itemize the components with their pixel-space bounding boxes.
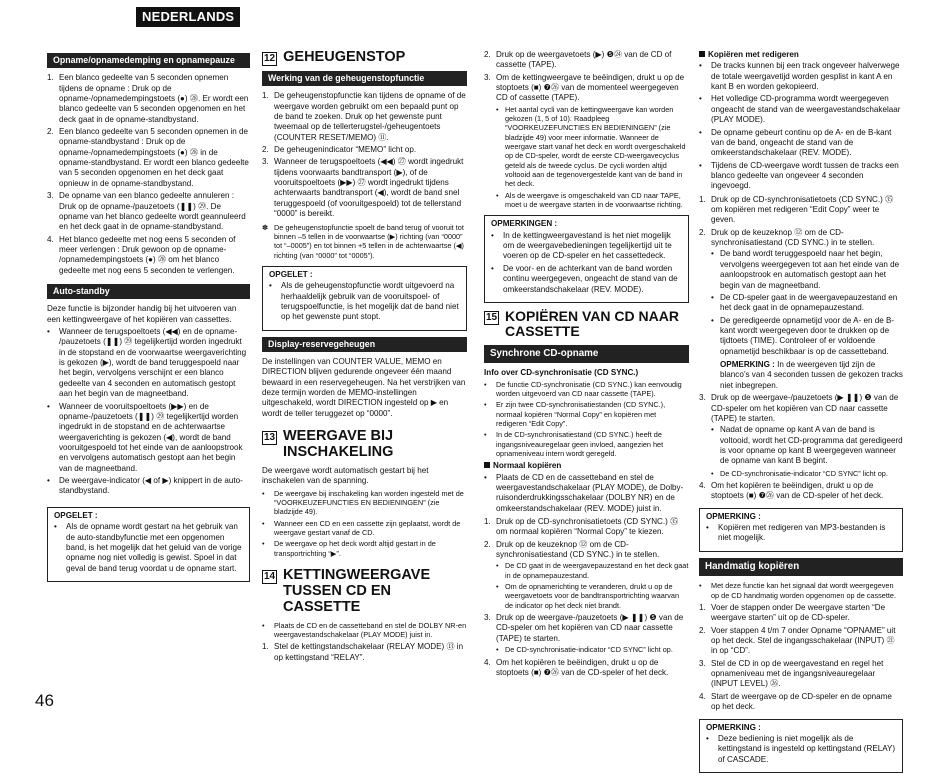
memory-note xyxy=(262,223,467,260)
list-info xyxy=(484,380,689,459)
notes-title: OPMERKINGEN : xyxy=(491,219,558,229)
list-item: • De band wordt teruggespoeld naar het begin, vervolgens weergegeven tot aan het einde van de aanloopstrook en automatisch gestopt aan het begin van de magneetband. xyxy=(711,249,900,290)
section-title-sync: Synchrone CD-opname xyxy=(484,345,689,364)
list-item: 2. Druk op de weergavetoets (▶) ❺㉔ van de CD of cassette (TAPE). xyxy=(484,50,672,70)
list-item: 2. Druk op de keuzeknop ⑫ om de CD-synchronisatiestand (CD SYNC.) in te stellen. • De CD gaat in de weergavepauzestand en het deck gaat in de opnamepauzestand. • Om de opnamerichting te veranderen, drukt u op de weergavetoets voor de bandtransportrichting waarvan de indicator op het deck niet brandt. xyxy=(484,539,689,610)
section-number: 14 xyxy=(264,570,276,582)
list-item: • In de kettingweergavestand is het niet mogelijk om de weergavebedieningen tegelijkertijd uit te voeren op de CD-speler en het cassettedeck. xyxy=(491,230,672,261)
list-item: • Het aantal cycli van de kettingweergave kan worden gekozen (1, 5 of 10). Raadpleeg “VOORKEUZEFUNCTIES EN BEDIENINGEN” (zie bladzijde 49) voor meer informatie. Wanneer de weergave start vanaf het deck en wordt overgeschakeld op de CD-speler, wordt de eerste CD-weergavecyclus geteld als de tweede cyclus. De cycli worden altijd voltooid aan de tegenovergestelde kant van de band in het deck. xyxy=(496,104,686,189)
list-item: • De CD-synchronisatie-indicator “CD SYNC” licht op. xyxy=(711,468,888,478)
list-item: • In de CD-synchronisatiestand (CD SYNC.) heeft de ingangsniveauregelaar geen invloed, aangezien het opnameniveau intern wordt geregeld. xyxy=(484,430,664,458)
list-item: • De CD-synchronisatie-indicator “CD SYNC” licht op. xyxy=(496,645,673,655)
list-item: • Nadat de opname op kant A van de band is voltooid, wordt het CD-programma dat geredigeerd is voor opname op kant B weergegeven wanneer de opname van kant B begint. xyxy=(711,425,903,466)
list-item: • De tracks kunnen bij een track ongeveer halverwege de totale weergavetijd worden gesplist in kant A en kant B en worden gekopieerd. xyxy=(699,61,900,92)
list-normal-bullets xyxy=(484,473,689,514)
list-item: • De CD-speler gaat in de weergavepauzestand en het deck gaat in de opnamepauzestand. xyxy=(711,292,898,313)
list-item: 3. Stel de CD in op de weergavestand en regel het opnameniveau met de ingangsniveauregelaar (INPUT LEVEL) ㉖. xyxy=(699,658,884,689)
note-title: OPMERKING : xyxy=(706,511,761,521)
list-item: 3. De opname van een blanco gedeelte annuleren : Druk op de opname-/pauzetoets (❚❚) ㉙. De opname van het blanco gedeelte wordt geannuleerd en het deck gaat in de opname-standbystand. xyxy=(47,191,246,232)
list-geheugenstop xyxy=(262,91,467,219)
caution-box xyxy=(262,266,467,331)
list-item: 4. Start de weergave op de CD-speler en de opname op het deck. xyxy=(699,691,892,712)
column-1 xyxy=(47,50,250,588)
list-relay-steps xyxy=(484,50,689,209)
list-item: 3. Druk op de weergave-/pauzetoets (▶ ❚❚) ❺ van de CD-speler om het kopiëren van CD naar cassette (TAPE) te starten. • Nadat de opname op kant A van de band is voltooid, wordt het CD-programma dat geredigeerd is voor opname op kant B weergegeven wanneer de opname van kant B begint. • De CD-synchronisatie-indicator “CD SYNC” licht op. xyxy=(699,393,903,478)
list-item: • Met deze functie kan het signaal dat wordt weergegeven op de CD handmatig worden opgenomen op de cassette. xyxy=(699,581,896,600)
section-title-handmatig: Handmatig kopiëren xyxy=(699,558,903,577)
heading-title: GEHEUGENSTOP xyxy=(283,49,406,65)
list-opname-pauze xyxy=(47,73,250,276)
heading-15 xyxy=(484,309,689,340)
note-title: OPMERKING : xyxy=(706,722,761,732)
list-item: 4. Om het kopiëren te beëindigen, drukt u op de stoptoets (■) ❼㉖ van de CD-speler of het deck. xyxy=(699,480,884,501)
heading-12 xyxy=(262,50,467,66)
list-item: 1. Voer de stappen onder De weergave starten “De weergave starten” uit op de CD-speler. xyxy=(699,602,886,623)
list-h14 xyxy=(262,642,467,663)
column-2 xyxy=(262,50,467,666)
list-normal-steps xyxy=(484,517,689,678)
list-item: • Kopiëren met redigeren van MP3-bestanden is niet mogelijk. xyxy=(706,523,886,543)
list-item: 2. Druk op de keuzeknop ⑫ om de CD-synchronisatiestand (CD SYNC.) in te stellen. • De band wordt teruggespoeld naar het begin, vervolgens weergegeven tot aan het einde van de aanloopstrook en automatisch gestopt aan het begin van de magneetband. • De CD-speler gaat in de weergavepauzestand en het deck gaat in de opnamepauzestand. • De geredigeerde opnametijd voor de A- en de B-kant wordt weergegeven door te drukken op de tijdtoets (TIME). Controleer of er voldoende opnametijd beschikbaar is op de cassetteband. OPMERKING : In de weergeven tijd zijn de blanco’s van 4 seconden tussen de gekozen tracks niet inbegrepen. xyxy=(699,227,903,390)
heading-title: KOPIËREN VAN CD NAAR CASSETTE xyxy=(505,307,679,340)
square-bullet-icon xyxy=(699,51,705,57)
caution-title: OPGELET : xyxy=(54,510,98,520)
heading-13 xyxy=(262,429,467,461)
list-item: • Wanneer de vooruitspoeltoets (▶▶) en de opname-/pauzetoets (❚❚) ㉙ tegelijkertijd worden ingedrukt in de stopstand en de achterwaartse weergaverichting is gekozen (◀), wordt de band vooruitgespoeld tot het einde van de aanloopstrook en vervolgens automatisch gestopt aan het begin van de magneetband. xyxy=(47,401,243,473)
list-item: • Tijdens de CD-weergave wordt tussen de tracks een blanco gedeelte van ongeveer 4 seconden ingevoegd. xyxy=(699,160,899,191)
note-box xyxy=(699,508,903,552)
list-item: 1. Druk op de CD-synchronisatietoets (CD SYNC.) ㉟ om normaal kopiëren “Normal Copy” te kiezen. xyxy=(484,517,679,537)
heading-title: KETTINGWEERGAVE TUSSEN CD EN CASSETTE xyxy=(283,566,431,615)
heading-14 xyxy=(262,568,467,616)
list-item: 3. Wanneer de terugspoeltoets (◀◀) ㉗ wordt ingedrukt tijdens voorwaarts bandtransport (▶), of de vooruitspoeltoets (▶▶) ㉗ wordt ingedrukt tijdens achterwaarts bandtransport (◀), wordt de band snel teruggespoeld (of vooruitgespoeld) tot de tellerstand “0000” is bereikt. xyxy=(262,157,464,219)
section-title-geheugenstop: Werking van de geheugenstopfunctie xyxy=(262,71,467,86)
column-4 xyxy=(699,50,903,779)
auto-standby-intro: Deze functie is bijzonder handig bij het uitvoeren van een kettingweergave of het kopiëren van cassettes. xyxy=(47,304,237,324)
list-item: • Plaats de CD en de cassetteband en stel de weergavestandschakelaar (PLAY MODE), de Dolby-ruisonderdrukkingsschakelaar (DOLBY NR) en de omkeerstandschakelaar (REV. MODE) juist in. xyxy=(484,472,684,513)
list-item: 1. Een blanco gedeelte van 5 seconden opnemen tijdens de opname : Druk op de opname-/opnamedempingstoets (●) ㉘. Er wordt een blanco gedeelte van 5 seconden opgenomen en het deck gaat in de opname-standbystand. xyxy=(47,73,249,124)
list-edit-steps xyxy=(699,195,903,502)
list-item: • Als de opname wordt gestart na het gebruik van de auto-standbyfunctie met een opgenomen band, is het mogelijk dat het geluid van de vorige opname nog niet volledig is gewist. Spoel in dat geval de band terug voordat u de opname start. xyxy=(54,522,242,573)
list-item: • De geredigeerde opnametijd voor de A- en de B-kant wordt weergegeven door te drukken op de tijdtoets (TIME). Controleer of er voldoende opnametijd beschikbaar is op de cassetteband. xyxy=(711,315,895,356)
section-title-auto-standby: Auto-standby xyxy=(47,284,250,299)
list-item: • Er zijn twee CD-synchronisatiestanden (CD SYNC.), normaal kopiëren “Normal Copy” en kopiëren met redigeren “Edit Copy”. xyxy=(484,400,666,428)
column-3 xyxy=(484,50,689,681)
note-mark: ✽ xyxy=(262,222,269,232)
list-item: 4. Het blanco gedeelte met nog eens 5 seconden of meer verlengen : Druk gewoon op de opname- /opnamedempingstoets (●) ㉘ om het blanco gedeelte met nog eens 5 seconden te verlengen. xyxy=(47,234,236,275)
list-item: • Om de opnamerichting te veranderen, drukt u op de weergavetoets voor de bandtransportrichting waarvan de indicator op het deck niet brandt. xyxy=(496,582,680,610)
note-box xyxy=(699,719,903,773)
caution-box xyxy=(47,507,250,582)
list-item: • De functie CD-synchronisatie (CD SYNC.) kan eenvoudig worden uitgevoerd van CD naar cassette (TAPE). xyxy=(484,379,682,398)
list-item: • Wanneer de terugspoeltoets (◀◀) en de opname- /pauzetoets (❚❚) ㉙ tegelijkertijd worden ingedrukt in de stopstand en de voorwaartse weergaverichting is gekozen (▶), wordt de band teruggespoeld naar het begin, vervolgens verschijnt er een blanco gedeelte van 4 seconden en automatisch gestopt aan het begin van de magneetband. xyxy=(47,327,247,399)
list-item: • De weergave op het deck wordt altijd gestart in de transportrichting “▶”. xyxy=(262,539,436,558)
list-item: • Deze bediening is niet mogelijk als de kettingstand is ingesteld op kettingstand (RELAY) of CASCADE. xyxy=(706,733,896,764)
list-item: • Het volledige CD-programma wordt weergegeven ongeacht de stand van de weergavestandschakelaar (PLAY MODE). xyxy=(699,94,901,125)
list-h13 xyxy=(262,489,467,558)
info-title: Info over CD-synchronisatie (CD SYNC.) xyxy=(484,368,639,378)
section-number: 13 xyxy=(264,432,276,444)
list-item: 1. Druk op de CD-synchronisatietoets (CD SYNC.) ㉟ om kopiëren met redigeren “Edit Copy” weer te geven. xyxy=(699,194,894,225)
list-h14-bullets xyxy=(262,621,467,640)
list-item: 3. Druk op de weergave-/pauzetoets (▶ ❚❚) ❺ van de CD-speler om het kopiëren van CD naar cassette (TAPE) te starten. • De CD-synchronisatie-indicator “CD SYNC” licht op. xyxy=(484,613,689,654)
list-item: 1. Stel de kettingstandschakelaar (RELAY MODE) ⑬ in op kettingstand “RELAY”. xyxy=(262,642,464,662)
list-item: • De opname gebeurt continu op de A- en de B-kant van de band, ongeacht de stand van de omkeerstandschakelaar (REV. MODE). xyxy=(699,127,892,158)
list-handmatig-steps xyxy=(699,603,903,713)
edit-remark: OPMERKING : In de weergeven tijd zijn de blanco’s van 4 seconden tussen de gekozen tracks niet inbegrepen. xyxy=(720,360,903,390)
heading-title: WEERGAVE BIJ INSCHAKELING xyxy=(283,428,394,461)
list-item: • Plaats de CD en de cassetteband en stel de DOLBY NR-en weergavestandschakelaar (PLAY MODE) juist in. xyxy=(262,620,467,640)
list-item: 1. De geheugenstopfunctie kan tijdens de opname of de weergave worden gebruikt om een bepaald punt op de band te zoeken. Druk op het gewenste punt tweemaal op de tellerterugstel-/geheugentoets (COUNTER RESET/MEMO) ⑪. xyxy=(262,91,466,142)
language-tag: NEDERLANDS xyxy=(136,7,240,27)
section-title-opname-pauze: Opname/opnamedemping en opnamepauze xyxy=(47,53,250,68)
section-title-display-reserve: Display-reservegeheugen xyxy=(262,337,467,352)
list-item: • De CD gaat in de weergavepauzestand en het deck gaat in de opnamepauzestand. xyxy=(496,561,689,580)
list-item: 2. De geheugenindicator “MEMO” licht op. xyxy=(262,145,417,155)
note-text: De geheugenstopfunctie spoelt de band terug of vooruit tot binnen –5 tellen in de voorwaartse (▶) richting (van “0000” tot “–0005”) en tot binnen +5 tellen in de achterwaartse (◀) richting (van “0000” tot “0005”). xyxy=(274,222,464,260)
h13-intro: De weergave wordt automatisch gestart bij het inschakelen van de spanning. xyxy=(262,465,429,486)
list-item: • Als de weergave is omgeschakeld van CD naar TAPE, moet u de weergave starten in de voorwaartse richting. xyxy=(496,190,683,210)
notes-box xyxy=(484,215,689,303)
list-item: 3. Om de kettingweergave te beëindigen, drukt u op de stoptoets (■) ❼㉖ van de momenteel weergegeven CD of cassette (TAPE). • Het aantal cycli van de kettingweergave kan worden gekozen (1, 5 of 10). Raadpleeg “VOORKEUZEFUNCTIES EN BEDIENINGEN” (zie bladzijde 49) voor meer informatie. Wanneer de weergave start vanaf het deck en wordt overgeschakeld op de CD-speler, wordt de eerste CD-weergavecyclus geteld als de tweede cyclus. De cycli worden altijd voltooid aan de tegenovergestelde kant van de band in het deck. • Als de weergave is omgeschakeld van CD naar TAPE, moet u de weergave starten in de voorwaartse richting. xyxy=(484,73,689,210)
list-item: • Als de geheugenstopfunctie wordt uitgevoerd na herhaaldelijk gebruik van de vooruitspoel- of terugspoelfunctie, is het mogelijk dat de band niet op het gewenste punt stopt. xyxy=(269,281,459,322)
list-item: • De voor- en de achterkant van de band worden continu weergegeven, ongeacht de stand van de omkeerstandschakelaar (REV. MODE). xyxy=(491,263,678,294)
list-auto-standby xyxy=(47,327,250,497)
list-item: • De weergave bij inschakeling kan worden ingesteld met de “VOORKEUZEFUNCTIES EN BEDIENINGEN” (zie bladzijde 49). xyxy=(262,488,464,517)
normal-copy-title: Normaal kopiëren xyxy=(484,461,689,471)
page-number: 46 xyxy=(35,691,54,710)
list-item: 4. Om het kopiëren te beëindigen, drukt u op de stoptoets (■) ❼㉖ van de CD-speler of het deck. xyxy=(484,657,669,677)
list-item: • Wanneer een CD en een cassette zijn geplaatst, wordt de weergave gestart vanaf de CD. xyxy=(262,518,461,537)
edit-copy-title: Kopiëren met redigeren xyxy=(699,50,903,60)
list-item: • De weergave-indicator (◀ of ▶) knippert in de auto-standbystand. xyxy=(47,476,243,496)
section-number: 15 xyxy=(486,311,498,323)
square-bullet-icon xyxy=(484,462,490,468)
list-item: 2. Voer stappen 4 t/m 7 onder Opname “OPNAME” uit op het deck. Stel de ingangsschakelaar (INPUT) ㉑ in op “CD”. xyxy=(699,625,896,656)
list-item: 2. Een blanco gedeelte van 5 seconden opnemen in de opname-standbystand : Druk op de opname-/opnamedempingstoets (●) ㉘ in de opname-standbystand. Er wordt een blanco gedeelte van 5 seconden opgenomen en het deck gaat opnieuw in de opname-standbystand. xyxy=(47,127,249,188)
list-edit-bullets xyxy=(699,61,903,191)
caution-title: OPGELET : xyxy=(269,269,313,279)
display-reserve-text: De instellingen van COUNTER VALUE, MEMO en DIRECTION blijven gedurende ongeveer één maand bewaard in een reservegeheugen. Na het verstrijken van deze termijn worden de MEMO-instellingen uitgeschakeld, wordt DIRECTION ingesteld op ▶ en wordt de teller teruggezet op “0000”. xyxy=(262,356,466,418)
list-handmatig-bullets xyxy=(699,581,903,600)
section-number: 12 xyxy=(264,53,276,64)
